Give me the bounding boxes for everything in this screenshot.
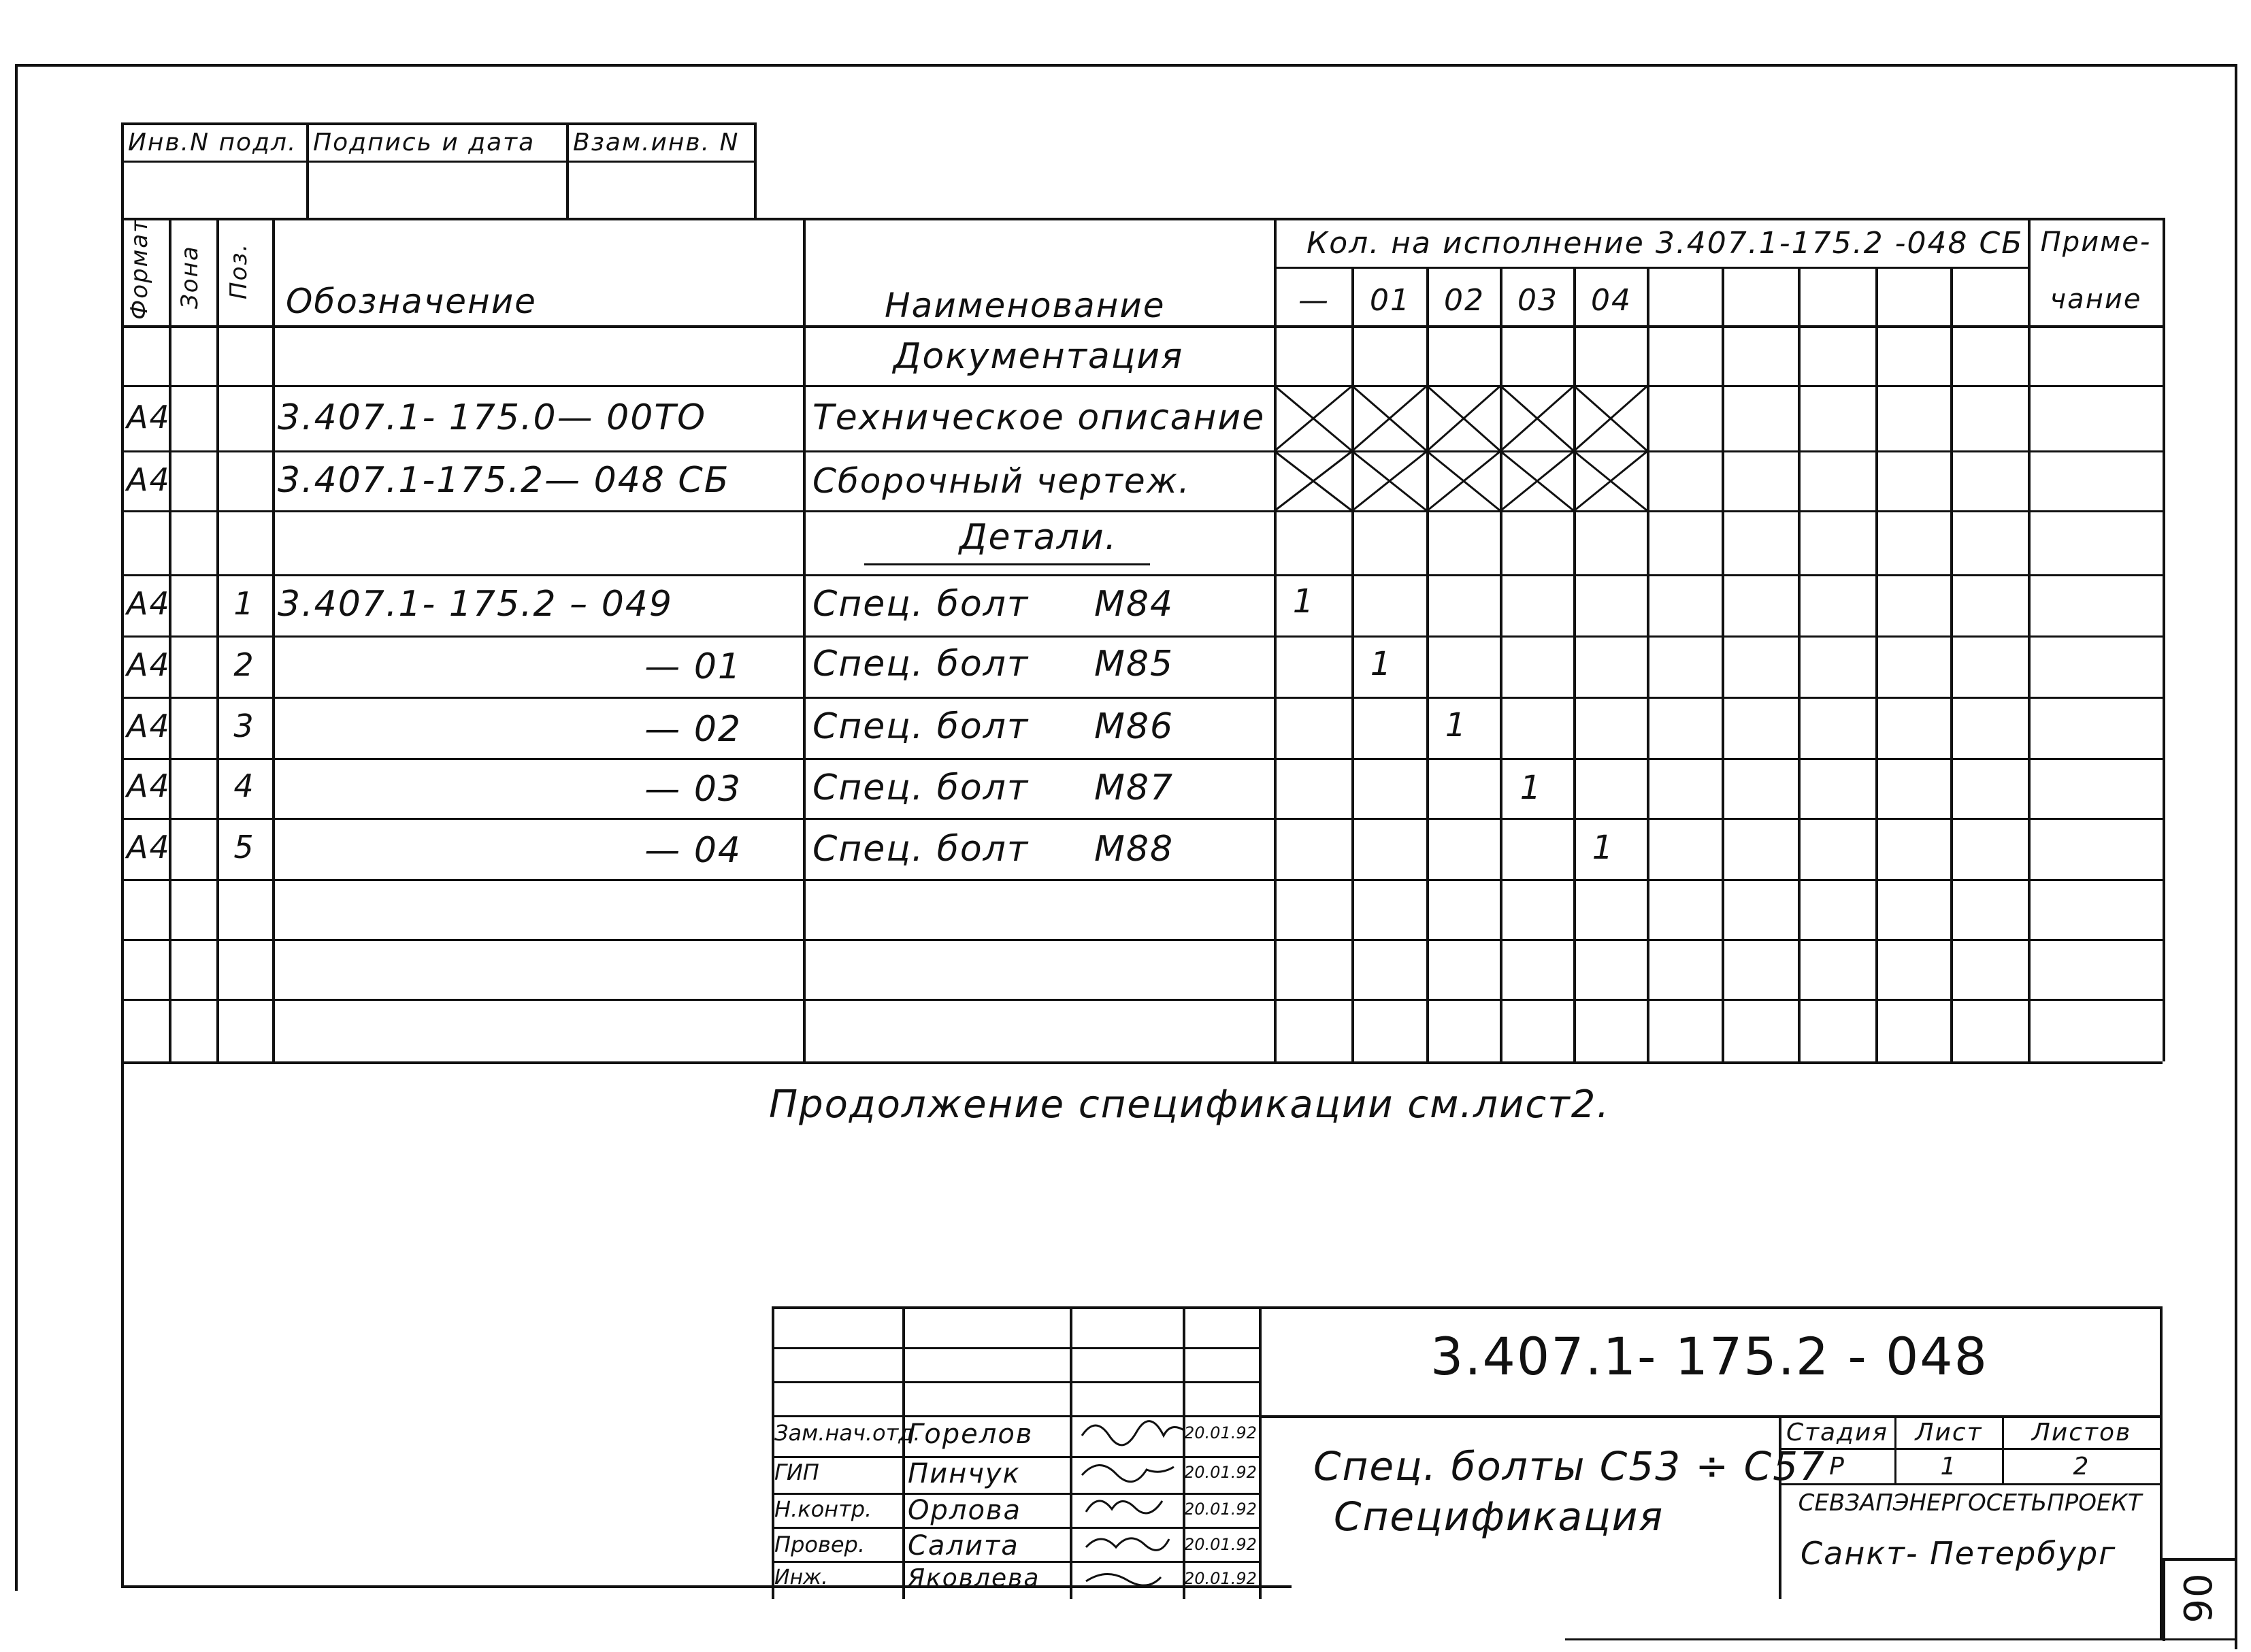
person-date: 20.01.92: [1184, 1535, 1257, 1554]
row-size: М87: [1094, 767, 1174, 808]
section-documentation: Документация: [893, 336, 1184, 377]
row-poz: 2: [233, 646, 255, 683]
organization: СЕВЗАПЭНЕРГОСЕТЬПРОЕКТ: [1798, 1489, 2142, 1517]
row-designation: — 04: [644, 830, 742, 871]
document-code: 3.407.1- 175.2 - 048: [1430, 1326, 1989, 1387]
row-format: А4: [127, 461, 171, 498]
header-poz: Поз.: [225, 242, 252, 299]
row-format: А4: [127, 399, 171, 435]
header-variant-03: 03: [1517, 283, 1558, 318]
stadiya-label: Стадия: [1786, 1419, 1889, 1447]
person-role: Н.контр.: [774, 1496, 872, 1522]
person-role: Инж.: [774, 1566, 828, 1589]
row-qty: 1: [1370, 645, 1393, 683]
row-poz: 5: [233, 829, 255, 865]
person-date: 20.01.92: [1184, 1463, 1257, 1482]
person-name: Орлова: [908, 1495, 1021, 1526]
person-name: Яковлева: [908, 1564, 1040, 1592]
listov-value: 2: [2073, 1453, 2090, 1481]
stamp-podpis-data: Подпись и дата: [313, 129, 536, 156]
person-role: Провер.: [774, 1532, 865, 1557]
row-designation: — 01: [644, 646, 742, 687]
row-name: Спец. болт: [812, 584, 1030, 625]
row-qty: 1: [1519, 769, 1543, 807]
person-name: Горелов: [908, 1419, 1034, 1450]
list-label: Лист: [1915, 1419, 1983, 1447]
header-variant-base: —: [1298, 283, 1330, 318]
row-designation: 3.407.1- 175.2 – 049: [278, 584, 673, 625]
header-prim-2: чание: [2050, 284, 2142, 315]
header-prim-1: Приме-: [2040, 227, 2152, 258]
row-name: Спец. болт: [812, 706, 1030, 747]
person-name: Салита: [908, 1530, 1019, 1562]
row-qty: 1: [1445, 706, 1468, 744]
row-qty: 1: [1292, 582, 1315, 621]
listov-label: Листов: [2031, 1419, 2132, 1447]
row-format: А4: [127, 708, 171, 744]
stadiya-value: Р: [1829, 1453, 1845, 1481]
person-role: Зам.нач.отд.: [774, 1420, 921, 1446]
header-variant-04: 04: [1591, 283, 1632, 318]
row-designation: 3.407.1-175.2— 048 СБ: [278, 460, 730, 501]
row-name: Техническое описание: [812, 397, 1266, 438]
header-format: Формат: [126, 218, 153, 320]
header-kol-title: Кол. на исполнение 3.407.1-175.2 -048 СБ: [1307, 226, 2024, 261]
document-title-line2: Спецификация: [1334, 1493, 1664, 1540]
stamp-vzam-inv: Взам.инв. N: [573, 129, 740, 156]
header-variant-02: 02: [1444, 283, 1485, 318]
row-format: А4: [127, 767, 171, 804]
signature-5: [1086, 1574, 1161, 1585]
signature-1: [1082, 1421, 1184, 1445]
row-qty: 1: [1592, 829, 1615, 867]
row-size: М85: [1094, 644, 1174, 684]
row-poz: 1: [233, 585, 255, 622]
row-poz: 4: [233, 767, 255, 804]
header-variant-01: 01: [1370, 283, 1411, 318]
row-name: Спец. болт: [812, 644, 1030, 684]
row-size: М84: [1094, 584, 1174, 625]
row-format: А4: [127, 646, 171, 683]
row-format: А4: [127, 829, 171, 865]
stamp-inv-podl: Инв.N подл.: [128, 129, 297, 156]
person-role: ГИП: [774, 1459, 819, 1485]
row-size: М88: [1094, 829, 1174, 870]
person-date: 20.01.92: [1184, 1569, 1257, 1588]
row-name: Спец. болт: [812, 767, 1030, 808]
row-designation: — 02: [644, 709, 742, 750]
header-zona: Зона: [176, 245, 203, 309]
header-naimenovanie: Наименование: [885, 286, 1166, 325]
row-name: Спец. болт: [812, 829, 1030, 870]
list-value: 1: [1940, 1453, 1958, 1481]
person-date: 20.01.92: [1184, 1500, 1257, 1519]
row-name: Сборочный чертеж.: [812, 461, 1191, 501]
document-title-line1: Спец. болты С53 ÷ С57: [1313, 1443, 1826, 1489]
section-details: Детали.: [959, 517, 1118, 558]
signature-2: [1082, 1465, 1174, 1481]
continuation-note: Продолжение спецификации см.лист2.: [769, 1083, 1611, 1127]
signature-4: [1086, 1538, 1169, 1550]
row-designation: — 03: [644, 769, 742, 810]
signature-3: [1086, 1501, 1162, 1513]
header-oboznachenie: Обозначение: [286, 282, 537, 321]
page-number: 90: [2177, 1572, 2221, 1623]
person-name: Пинчук: [908, 1458, 1021, 1489]
row-poz: 3: [233, 708, 255, 744]
row-designation: 3.407.1- 175.0— 00ТО: [278, 397, 707, 438]
row-size: М86: [1094, 706, 1174, 747]
city: Санкт- Петербург: [1801, 1535, 2117, 1572]
row-format: А4: [127, 585, 171, 622]
person-date: 20.01.92: [1184, 1423, 1257, 1442]
